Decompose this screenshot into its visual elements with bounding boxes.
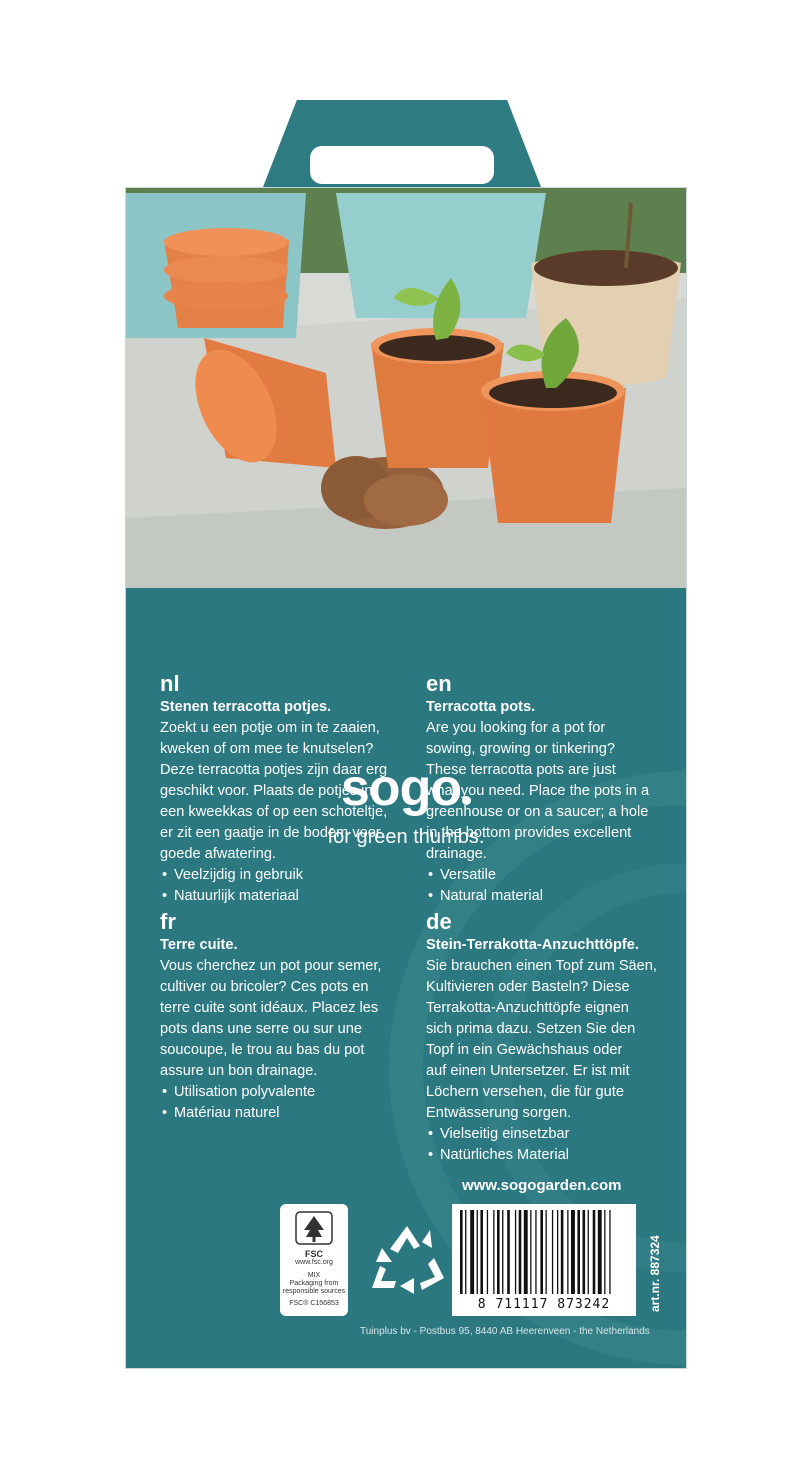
body-line: assure un bon drainage. [160, 1063, 318, 1079]
body-line: geschikt voor. Plaats de potjes in [160, 783, 373, 799]
barcode-bar [480, 1210, 483, 1294]
body-line: Zoekt u een potje om in te zaaien, [160, 720, 380, 736]
body-line: er zit een gaatje in de bodem voor [160, 825, 381, 841]
article-number: art.nr. 887324 [648, 1235, 662, 1312]
section-fr [160, 910, 420, 1124]
barcode-bar [583, 1210, 586, 1294]
barcode-bar [487, 1210, 488, 1294]
bullet-item: • Utilisation polyvalente [160, 1082, 420, 1103]
body-line: Löchern versehen, die für gute [426, 1084, 624, 1100]
fsc-line1: Packaging from [289, 1280, 339, 1287]
body-line: cultiver ou bricoler? Ces pots en [160, 979, 369, 995]
body-line: pots dans une serre ou sur une [160, 1021, 363, 1037]
body-line: kweken of om mee te knutselen? [160, 741, 374, 757]
body-line: een kweekkas of op een schoteltje, [160, 804, 388, 820]
section-nl [160, 672, 420, 907]
body-line: Topf in ein Gewächshaus oder [426, 1042, 623, 1058]
barcode [452, 1204, 636, 1316]
barcode-bar [561, 1210, 564, 1294]
barcode-bar [567, 1210, 568, 1294]
barcode-bar [530, 1210, 531, 1294]
title-nl: Stenen terracotta potjes. [160, 699, 332, 715]
barcode-bar [470, 1210, 474, 1294]
bullet-item: • Natural material [426, 886, 676, 907]
barcode-bar [493, 1210, 494, 1294]
body-line: greenhouse or on a saucer; a hole [426, 804, 649, 820]
lang-fr: fr [160, 909, 176, 934]
fsc-title: FSC [305, 1249, 323, 1259]
barcode-bar [557, 1210, 558, 1294]
body-line: Terrakotta-Anzuchttöpfe eignen [426, 1000, 629, 1016]
barcode-bar [460, 1210, 463, 1294]
barcode-bar [588, 1210, 589, 1294]
section-de [426, 910, 676, 1166]
body-line: in the bottom provides excellent [426, 825, 632, 841]
barcode-bar [524, 1210, 528, 1294]
body-line: Are you looking for a pot for [426, 720, 606, 736]
fsc-tree-icon [294, 1210, 334, 1246]
barcode-bar [593, 1210, 596, 1294]
company-address: Tuinplus bv - Postbus 95, 8440 AB Heerenveen - the Netherlands [360, 1326, 650, 1337]
recycle-icon [368, 1222, 446, 1298]
barcode-bar [577, 1210, 580, 1294]
barcode-bar [535, 1210, 536, 1294]
website-url: www.sogogarden.com [462, 1177, 622, 1194]
body-line: terre cuite sont idéaux. Placez les [160, 1000, 379, 1016]
bullet-item: • Natuurlijk materiaal [160, 886, 420, 907]
barcode-bar [502, 1210, 503, 1294]
barcode-bar [540, 1210, 543, 1294]
fsc-mix: MIX [307, 1272, 321, 1279]
lang-de: de [426, 909, 452, 934]
barcode-digits: 8 711117 873242 [477, 1297, 611, 1312]
product-photo [126, 188, 686, 588]
bullet-item: • Matériau naturel [160, 1103, 420, 1124]
barcode-bar [598, 1210, 602, 1294]
brand-name: sogo [340, 759, 462, 817]
body-line: auf einen Untersetzer. Er ist mit [426, 1063, 630, 1079]
barcode-bar [515, 1210, 516, 1294]
barcode-bar [609, 1210, 610, 1294]
barcode-bar [519, 1210, 522, 1294]
title-fr: Terre cuite. [160, 937, 238, 953]
body-line: Vous cherchez un pot pour semer, [160, 958, 382, 974]
fsc-label [280, 1204, 348, 1316]
body-line: These terracotta pots are just [426, 762, 616, 778]
body-line: what you need. Place the pots in a [426, 783, 650, 799]
body-line: sich prima dazu. Setzen Sie den [426, 1021, 636, 1037]
fsc-line2: responsible sources [282, 1288, 346, 1295]
barcode-bar [497, 1210, 500, 1294]
body-line: soucoupe, le trou au bas du pot [160, 1042, 365, 1058]
barcode-bar [507, 1210, 510, 1294]
fsc-code: FSC® C156853 [289, 1300, 339, 1307]
barcode-bars [452, 1204, 636, 1296]
body-line: drainage. [426, 846, 487, 862]
barcode-bar [477, 1210, 478, 1294]
body-line: Entwässerung sorgen. [426, 1105, 572, 1121]
barcode-bar [571, 1210, 575, 1294]
lang-en: en [426, 671, 452, 696]
title-en: Terracotta pots. [426, 699, 536, 715]
bullet-item: • Versatile [426, 865, 676, 886]
barcode-bar [552, 1210, 553, 1294]
barcode-bar [465, 1210, 466, 1294]
bullet-item: • Veelzijdig in gebruik [160, 865, 420, 886]
bullet-item: • Vielseitig einsetzbar [426, 1124, 676, 1145]
barcode-bar [604, 1210, 605, 1294]
body-line: sowing, growing or tinkering? [426, 741, 616, 757]
body-line: Sie brauchen einen Topf zum Säen, [426, 958, 657, 974]
handle-hole [310, 146, 494, 184]
bullet-item: • Natürliches Material [426, 1145, 676, 1166]
fsc-site: www.fsc.org [295, 1259, 333, 1266]
section-en [426, 672, 676, 907]
body-line: Kultivieren oder Basteln? Diese [426, 979, 630, 995]
body-line: Deze terracotta potjes zijn daar erg [160, 762, 388, 778]
title-de: Stein-Terrakotta-Anzuchttöpfe. [426, 937, 639, 953]
lang-nl: nl [160, 671, 180, 696]
barcode-bar [546, 1210, 547, 1294]
brand-tagline: for green thumbs. [327, 826, 485, 848]
body-line: goede afwatering. [160, 846, 277, 862]
